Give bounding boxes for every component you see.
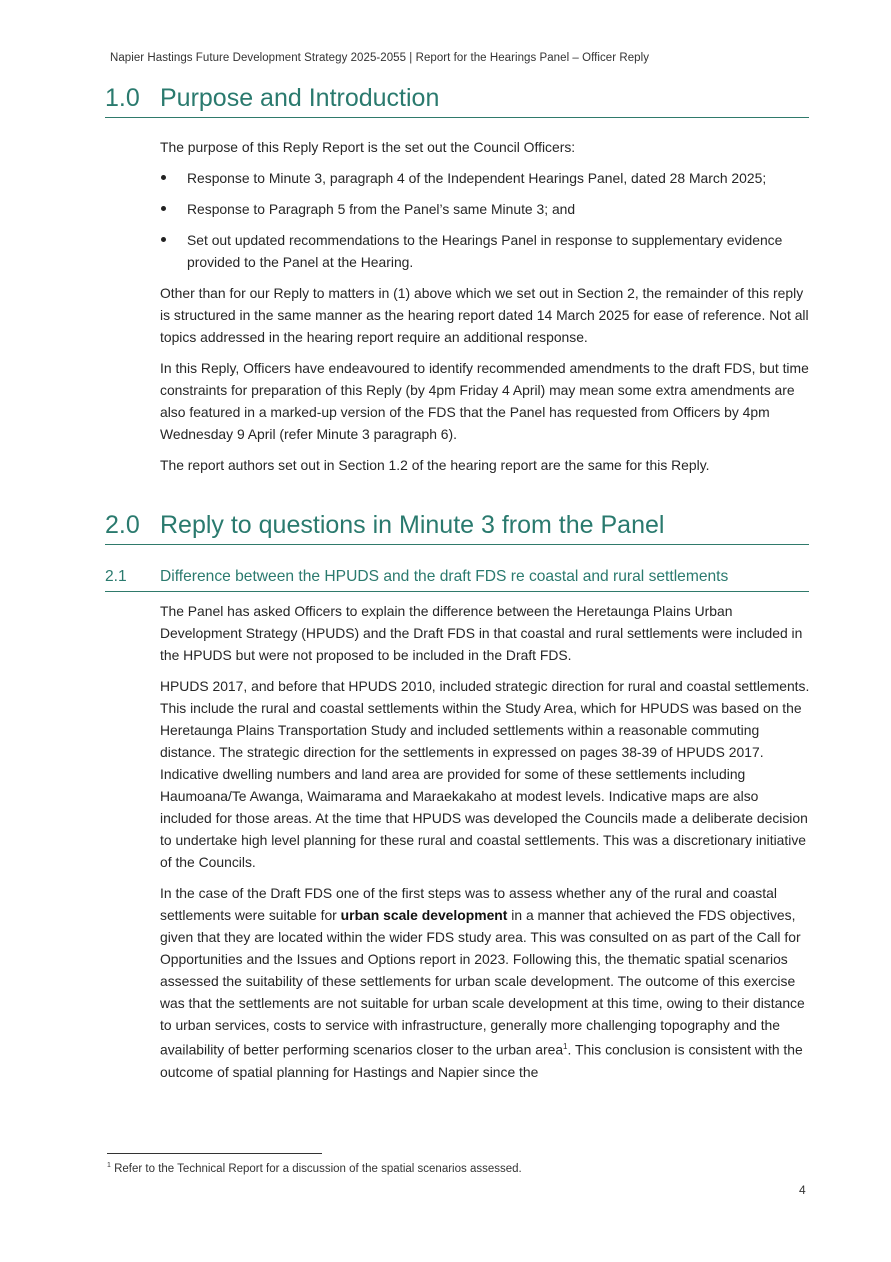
section-heading-2 xyxy=(105,510,809,545)
section-number: 1.0 xyxy=(105,84,140,112)
text-run: In the case of the Draft FDS one of the first steps was to assess whether any of the rural and coastal settlements were suitable for xyxy=(160,885,777,923)
paragraph: HPUDS 2017, and before that HPUDS 2010, included strategic direction for rural and coastal settlements. This include the rural and coastal settlements within the Study Area, which for HPUDS was based on the Heretaunga Plains Transportation Study and included settlements within a reasonable commuting distance. The strategic direction for the settlements in expressed on pages 38-39 of HPUDS 2017. Indicative dwelling numbers and land area are provided for some of these settlements including Haumoana/Te Awanga, Waimarama and Maraekakaho at modest levels. Indicative maps are also included for those areas. At the time that HPUDS was developed the Councils made a deliberate decision to undertake high level planning for these rural and coastal settlements. This was a discretionary initiative of the Councils. xyxy=(160,678,810,870)
section-title: Reply to questions in Minute 3 from the Panel xyxy=(160,511,665,539)
paragraph: Other than for our Reply to matters in (1) above which we set out in Section 2, the remainder of this reply is structured in the same manner as the hearing report dated 14 March 2025 for ease of reference. Not all topics addressed in the hearing report require an additional response. xyxy=(160,285,809,345)
intro-paragraph: The purpose of this Reply Report is the set out the Council Officers: xyxy=(160,139,576,155)
footnote xyxy=(107,1162,522,1175)
subsection-heading-2-1 xyxy=(105,567,809,592)
paragraph: The report authors set out in Section 1.2 of the hearing report are the same for this Reply. xyxy=(160,457,710,473)
subsection-title: Difference between the HPUDS and the draft FDS re coastal and rural settlements xyxy=(160,568,729,585)
footnote-text: Refer to the Technical Report for a discussion of the spatial scenarios assessed. xyxy=(110,1162,522,1175)
paragraph xyxy=(160,882,810,1083)
section-title: Purpose and Introduction xyxy=(160,84,440,112)
paragraph: The Panel has asked Officers to explain the difference between the Heretaunga Plains Urban Development Strategy (HPUDS) and the Draft FDS in that coastal and rural settlements were included in the HPUDS but were not proposed to be included in the Draft FDS. xyxy=(160,603,803,663)
bold-term: urban scale development xyxy=(340,907,508,923)
footnote-divider xyxy=(107,1153,322,1154)
list-item: Response to Minute 3, paragraph 4 of the Independent Hearings Panel, dated 28 March 2025; xyxy=(160,167,810,189)
section-1-body xyxy=(160,136,810,485)
paragraph: In this Reply, Officers have endeavoured to identify recommended amendments to the draft FDS, but time constraints for preparation of this Reply (by 4pm Friday 4 April) may mean some extra amendments are also featured in a marked-up version of the FDS that the Panel has requested from Officers by 4pm Wednesday 9 April (refer Minute 3 paragraph 6). xyxy=(160,360,809,442)
section-number: 2.0 xyxy=(105,511,140,539)
list-item: Response to Paragraph 5 from the Panel’s same Minute 3; and xyxy=(160,198,810,220)
section-heading-1 xyxy=(105,83,809,118)
list-item: Set out updated recommendations to the Hearings Panel in response to supplementary evidence provided to the Panel at the Hearing. xyxy=(160,229,810,273)
subsection-number: 2.1 xyxy=(105,568,127,585)
section-2-1-body xyxy=(160,600,810,1092)
footnote-marker: 1 xyxy=(107,1162,111,1169)
page-number: 4 xyxy=(799,1183,806,1197)
bullet-list xyxy=(160,167,810,273)
footnote-reference[interactable]: 1 xyxy=(563,1042,568,1051)
running-header: Napier Hastings Future Development Strategy 2025-2055 | Report for the Hearings Panel – Officer Reply xyxy=(110,52,650,64)
text-run: . This conclusion is consistent with the outcome of spatial planning for Hastings and Napier since the xyxy=(160,1041,803,1080)
text-run: in a manner that achieved the FDS objectives, given that they are located within the wider FDS study area. This was consulted on as part of the Call for Opportunities and the Issues and Options report in 2023. Following this, the thematic spatial scenarios assessed the suitability of these settlements for urban scale development. The outcome of this exercise was that the settlements are not suitable for urban scale development at this time, owing to their distance to urban services, costs to service with infrastructure, generally more challenging topography and the availability of better performing scenarios closer to the urban area xyxy=(160,907,805,1058)
